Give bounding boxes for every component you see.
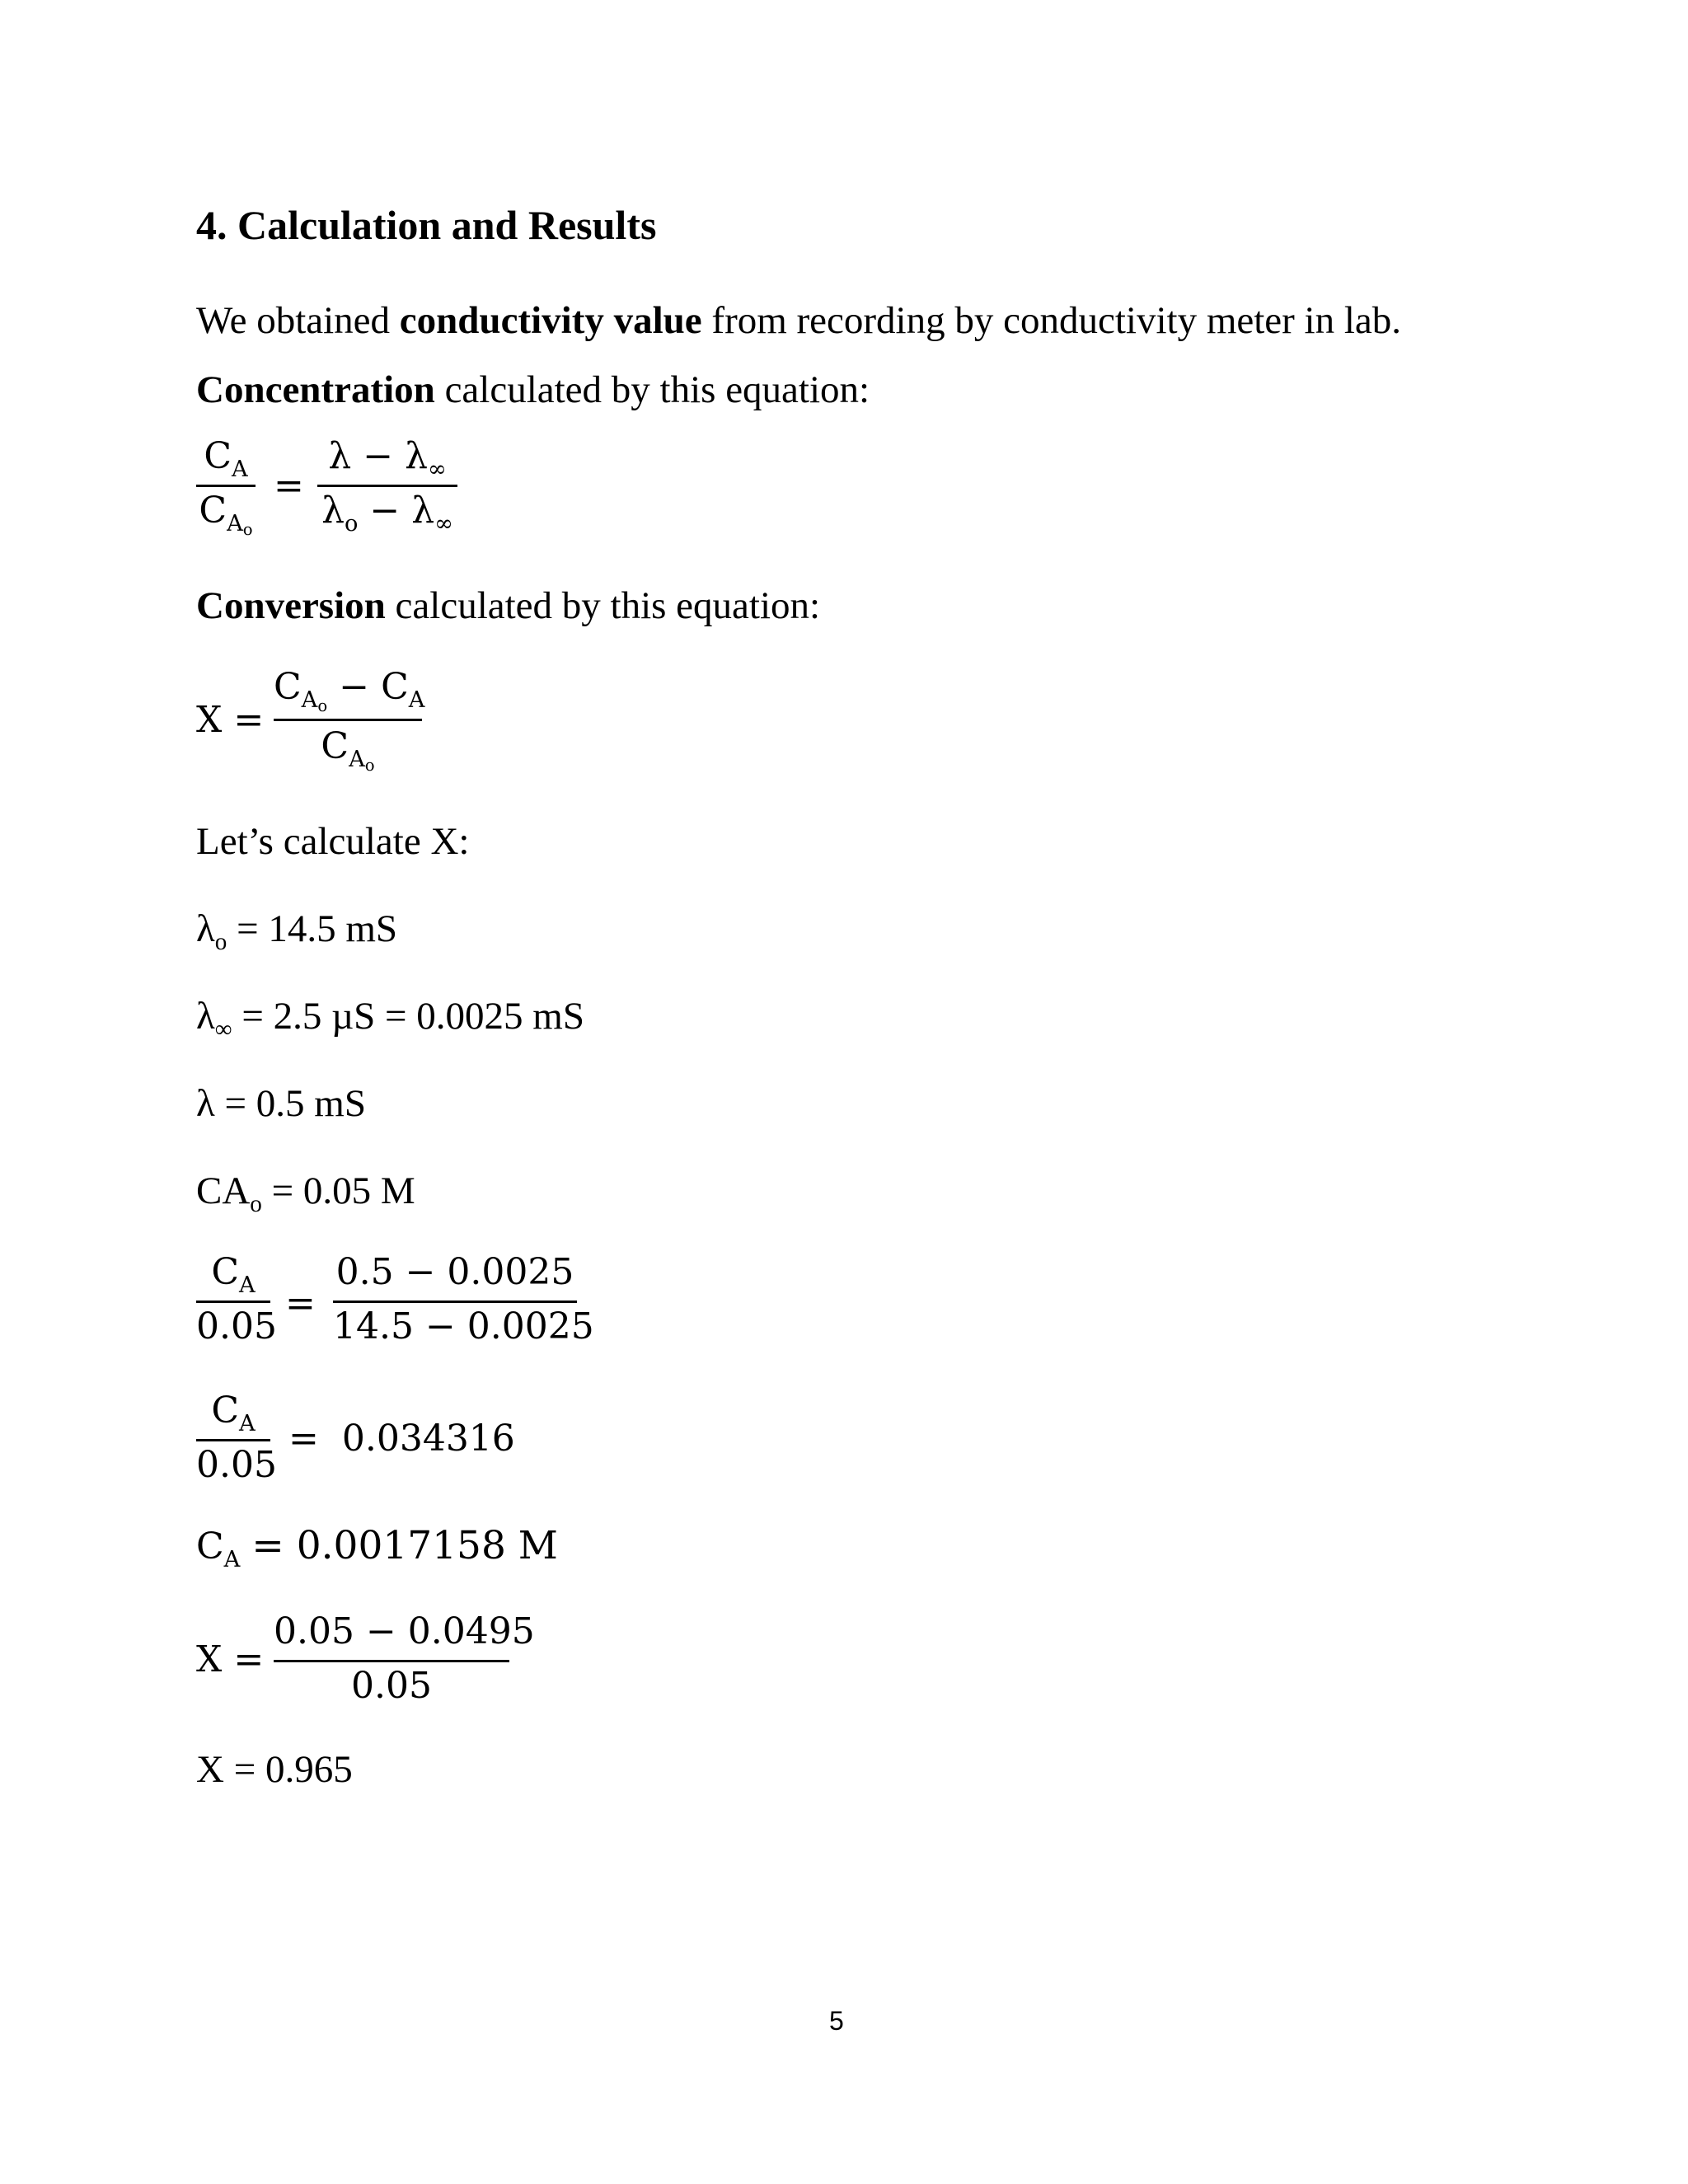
intro-suffix: from recording by conductivity meter in lab. [701,299,1402,342]
step3-equation: $C_A = 0.0017158$ M [196,1523,558,1572]
eq2-fraction: $C_{A_o} - C_A$ $C_{A_o}$ [274,666,425,776]
step1-equals: = [285,1282,316,1324]
lets-calculate-line: Let’s calculate X: [196,820,470,863]
given-lambda-o: $\lambda_o = 14.5$ mS [196,907,398,956]
step2-rhs: = 0.034316 [288,1418,515,1460]
eq1-left-fraction: $C_A$ $C_{A_o}$ [196,438,256,537]
step1-left-fraction: $C_A$ 0.05 [196,1251,277,1347]
conversion-rest: calculated by this equation: [385,584,821,627]
given-lambda: λ = 0.5 mS [196,1082,367,1125]
intro-bold: conductivity value [399,299,702,342]
page-number: 5 [829,2006,844,2036]
given-lambda-inf: $\lambda_\infty = 2.5$ µS = 0.0025 mS [196,995,584,1043]
conversion-line [196,584,821,627]
step2-left-fraction: $C_A$ 0.05 [196,1390,277,1486]
eq1-equals: = [274,465,304,507]
step1-right-fraction: 0.5 − 0.0025 14.5 − 0.0025 [333,1251,594,1347]
concentration-line [196,368,870,411]
eq1-right-fraction: $\lambda - \lambda_\infty$ $\lambda_o - \lambda_\infty$ [317,438,457,537]
given-ca-o: $CA_o = 0.05$ M [196,1169,415,1218]
section-heading: 4. Calculation and Results [196,202,657,248]
intro-paragraph [196,299,1402,342]
concentration-bold: Concentration [196,368,435,411]
eq2-lhs: X = [196,699,265,741]
intro-prefix: We obtained [196,299,400,342]
step4-lhs: X = [196,1638,265,1680]
conversion-bold: Conversion [196,584,386,627]
step4-fraction: 0.05 − 0.0495 0.05 [274,1610,535,1707]
concentration-rest: calculated by this equation: [434,368,870,411]
final-result: X = 0.965 [196,1748,353,1791]
